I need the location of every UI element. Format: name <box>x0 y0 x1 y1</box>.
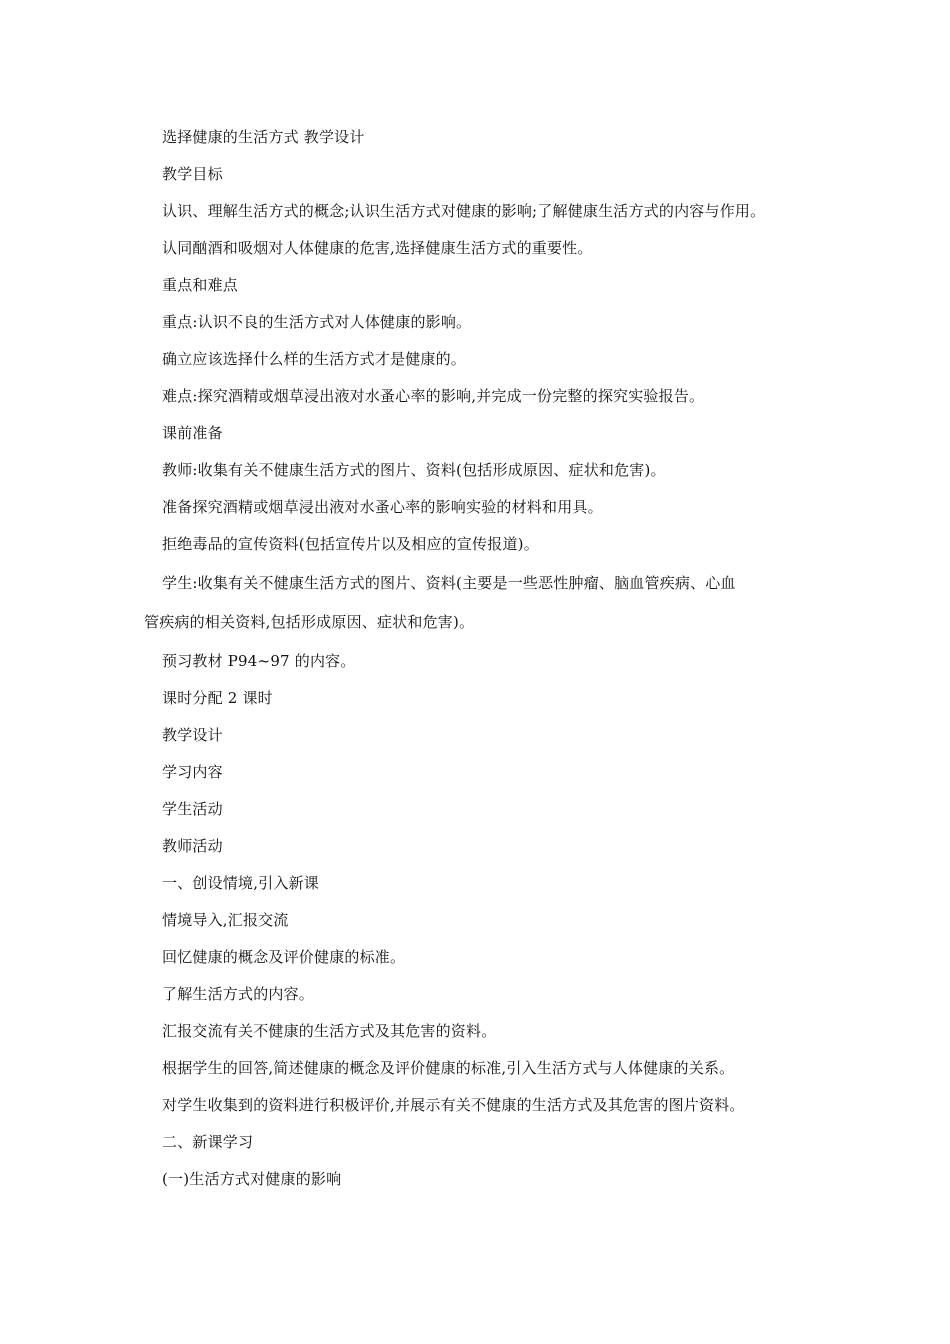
paragraph-line: 教师:收集有关不健康生活方式的图片、资料(包括形成原因、症状和危害)。 <box>162 461 666 479</box>
paragraph-line: 根据学生的回答,简述健康的概念及评价健康的标准,引入生活方式与人体健康的关系。 <box>162 1059 735 1077</box>
subsection-heading: (一)生活方式对健康的影响 <box>162 1170 342 1188</box>
paragraph-line: 了解生活方式的内容。 <box>162 985 315 1003</box>
paragraph-line: 认同酗酒和吸烟对人体健康的危害,选择健康生活方式的重要性。 <box>162 239 593 257</box>
paragraph-line: 学生:收集有关不健康生活方式的图片、资料(主要是一些恶性肿瘤、脑血管疾病、心血 <box>162 574 736 592</box>
paragraph-line: 学生活动 <box>162 800 223 818</box>
paragraph-line: 预习教材 P94~97 的内容。 <box>162 652 356 670</box>
paragraph-line: 确立应该选择什么样的生活方式才是健康的。 <box>162 350 467 368</box>
section-heading-preparation: 课前准备 <box>162 424 223 442</box>
paragraph-line: 回忆健康的概念及评价健康的标准。 <box>162 948 406 966</box>
paragraph-line: 认识、理解生活方式的概念;认识生活方式对健康的影响;了解健康生活方式的内容与作用。 <box>162 202 766 220</box>
section-heading-new-lesson: 二、新课学习 <box>162 1133 254 1151</box>
paragraph-line: 学习内容 <box>162 763 223 781</box>
paragraph-line-continuation: 管疾病的相关资料,包括形成原因、症状和危害)。 <box>144 613 475 631</box>
section-heading-objectives: 教学目标 <box>162 165 223 183</box>
paragraph-line: 教师活动 <box>162 837 223 855</box>
paragraph-line: 重点:认识不良的生活方式对人体健康的影响。 <box>162 313 472 331</box>
paragraph-line: 难点:探究酒精或烟草浸出液对水蚤心率的影响,并完成一份完整的探究实验报告。 <box>162 387 705 405</box>
paragraph-line: 准备探究酒精或烟草浸出液对水蚤心率的影响实验的材料和用具。 <box>162 498 603 516</box>
paragraph-line: 课时分配 2 课时 <box>162 689 273 707</box>
section-heading-design: 教学设计 <box>162 726 223 744</box>
paragraph-line: 对学生收集到的资料进行积极评价,并展示有关不健康的生活方式及其危害的图片资料。 <box>162 1096 745 1114</box>
paragraph-line: 拒绝毒品的宣传资料(包括宣传片以及相应的宣传报道)。 <box>162 535 539 553</box>
paragraph-line: 汇报交流有关不健康的生活方式及其危害的资料。 <box>162 1022 497 1040</box>
section-heading-key-points: 重点和难点 <box>162 276 239 294</box>
document-title: 选择健康的生活方式 教学设计 <box>162 128 365 146</box>
section-heading-intro: 一、创设情境,引入新课 <box>162 874 319 892</box>
paragraph-line: 情境导入,汇报交流 <box>162 911 289 929</box>
